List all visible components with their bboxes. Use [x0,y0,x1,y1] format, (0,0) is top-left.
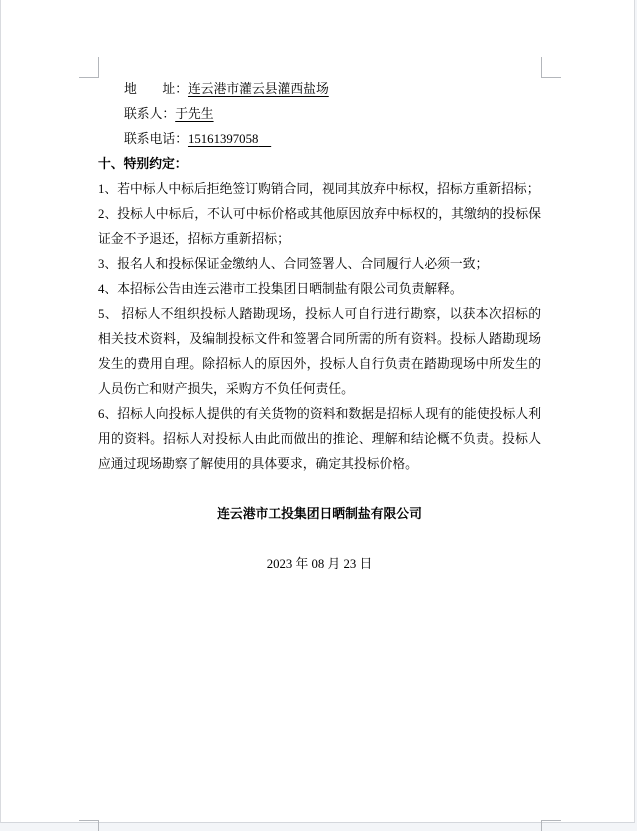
signature-date[interactable]: 2023 年 08 月 23 日 [266,557,373,571]
clause-5[interactable]: 5、 招标人不组织投标人踏勘现场，投标人可自行进行勘察，以获本次招标的相关技术资料，及编制投标文件和签署合同所需的所有资料。投标人踏勘现场发生的费用自理。除招标人的原因外，投标人自行负责在踏勘现场中所发生的人员伤亡和财产损失，采购方不负任何责任。 [98,307,541,396]
address-value: 连云港市灌云县灌西盐场 [187,82,329,96]
clause-1[interactable]: 1、若中标人中标后拒绝签订购销合同，视同其放弃中标权，招标方重新招标； [98,182,540,196]
clause-4[interactable]: 4、本招标公告由连云港市工投集团日晒制盐有限公司负责解释。 [98,282,463,296]
margin-corner-mark-bottom-right [541,820,561,831]
margin-corner-mark-top-right [541,57,561,78]
margin-corner-mark-top-left [79,57,99,78]
phone-label: 联系电话： [124,132,188,146]
contact-person-line[interactable] [98,102,541,127]
address-label: 地 址： [124,82,188,96]
clause-6[interactable]: 6、招标人向投标人提供的有关货物的资料和数据是招标人现有的能使投标人利用的资料。招标人对投标人由此而做出的推论、理解和结论概不负责。投标人应通过现场勘察了解使用的具体要求，确定其投标价格。 [98,407,541,471]
contact-person-value: 于先生 [175,107,214,121]
section-heading[interactable]: 十、特别约定： [98,157,188,171]
margin-corner-mark-bottom-left [79,820,99,831]
clause-3[interactable]: 3、报名人和投标保证金缴纳人、合同签署人、合同履行人必须一致； [98,257,489,271]
phone-line[interactable] [98,127,541,152]
document-text-area[interactable] [98,77,541,577]
phone-value: 15161397058 [187,132,259,146]
contact-person-label: 联系人： [124,107,176,121]
address-line[interactable] [98,77,541,102]
signature-company-name[interactable]: 连云港市工投集团日晒制盐有限公司 [217,507,422,521]
clause-2[interactable]: 2、投标人中标后，不认可中标价格或其他原因放弃中标权的，其缴纳的投标保证金不予退还，招标方重新招标； [98,207,541,246]
